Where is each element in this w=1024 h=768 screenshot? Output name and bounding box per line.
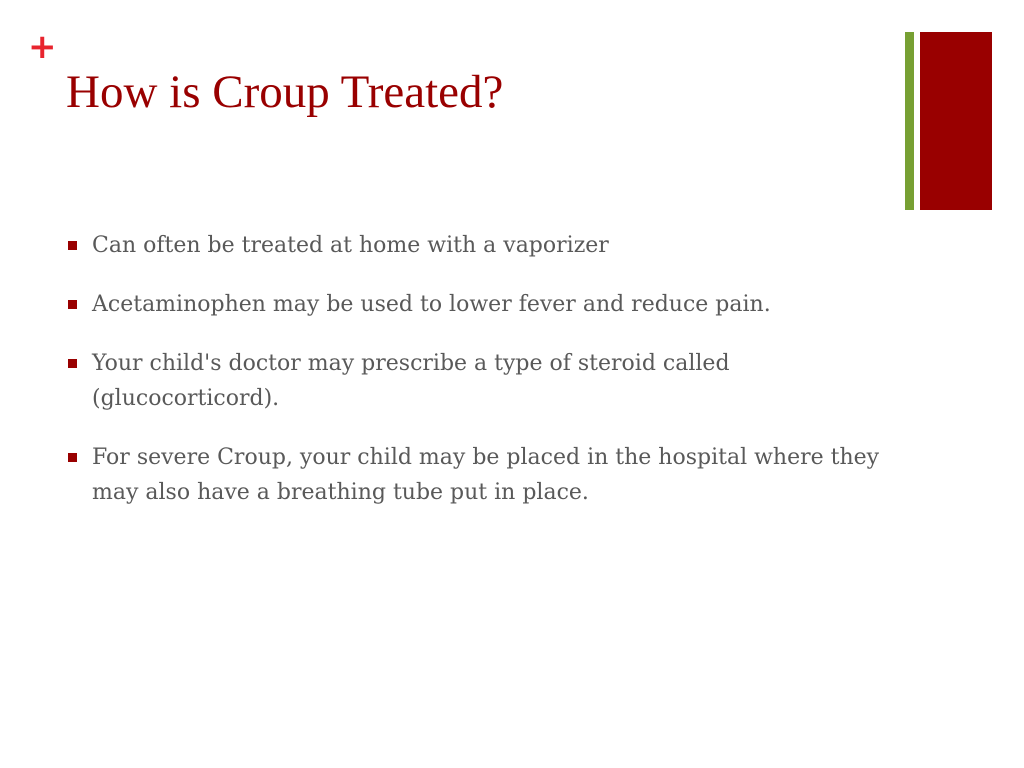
bullet-text: For severe Croup, your child may be placed in the hospital where they may also have a breathing tube put in place. (92, 445, 880, 505)
square-bullet-icon (68, 453, 77, 462)
bullet-list (66, 228, 896, 534)
accent-bar-green (905, 32, 914, 210)
square-bullet-icon (68, 359, 77, 368)
accent-block-red (920, 32, 992, 210)
bullet-item (66, 346, 896, 416)
bullet-text: Acetaminophen may be used to lower fever and reduce pain. (92, 292, 771, 317)
bullet-text: Your child's doctor may prescribe a type of steroid called (glucocorticord). (92, 351, 730, 411)
bullet-item (66, 440, 896, 510)
bullet-text: Can often be treated at home with a vaporizer (92, 233, 609, 258)
bullet-item (66, 228, 896, 263)
square-bullet-icon (68, 241, 77, 250)
slide-title: How is Croup Treated? (66, 66, 504, 118)
square-bullet-icon (68, 300, 77, 309)
plus-icon: + (28, 27, 57, 67)
bullet-item (66, 287, 896, 322)
